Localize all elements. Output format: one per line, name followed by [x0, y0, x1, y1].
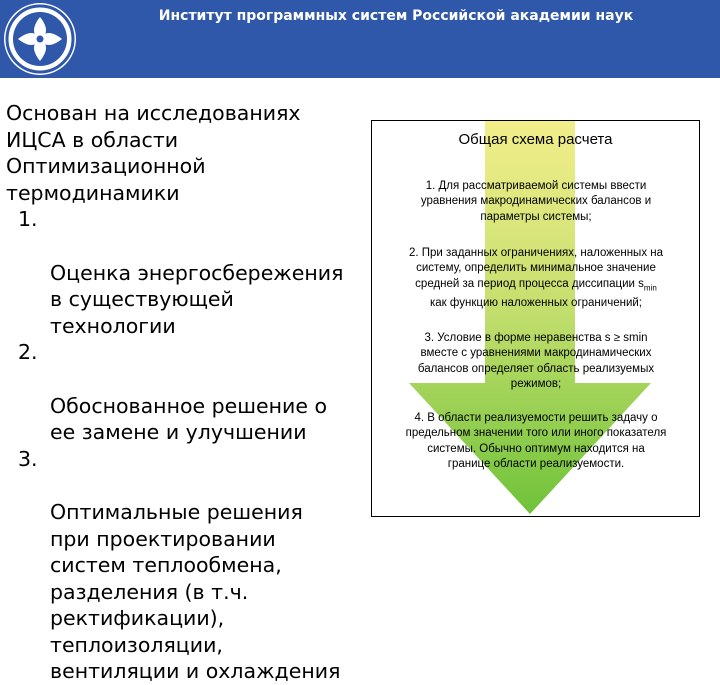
list-item-number: 1. — [18, 207, 38, 232]
applications-list — [6, 206, 351, 685]
step-4-text: 4. В области реализуемости решить задачу о предельном значении того или иного показателя системы. Обычно оптимум находится на границе области реализуемости. — [405, 412, 667, 471]
list-item-text: Оценка энергосбережения в существующей технологии — [50, 260, 344, 338]
list-item — [6, 339, 351, 445]
list-item-text: Обоснованное решение о ее замене и улучшении — [50, 393, 328, 445]
step-2-main: 2. При заданных ограничениях, наложенных на систему, определить минимальное значение средней за период процесса диссипации s — [408, 247, 664, 290]
list-item-number: 3. — [18, 446, 38, 471]
list-item — [6, 206, 351, 339]
institute-logo-icon — [4, 3, 76, 75]
step-1-text: 1. Для рассматриваемой системы ввести уравнения макродинамических балансов и параметры системы; — [420, 180, 652, 223]
left-text-block — [6, 100, 351, 685]
step-2-text — [376, 246, 696, 311]
step-2-tail: как функцию наложенных ограничений; — [430, 296, 642, 309]
header-title: Институт программных систем Российской академии наук — [158, 8, 634, 24]
header-bar — [0, 0, 720, 78]
intro-text: Основан на исследованиях ИЦСА в области Оптимизационной термодинамики — [6, 101, 301, 205]
list-item-number: 2. — [18, 340, 38, 365]
step-3-text: 3. Условие в форме неравенства s ≥ smin вместе с уравнениями макродинамических балансов определяет область реализуемых режимов; — [417, 332, 655, 391]
calculation-scheme-box — [371, 120, 700, 517]
list-item — [6, 446, 351, 685]
list-item-text: Оптимальные решения при проектировании систем теплообмена, разделения (в т.ч. ректификации), теплоизоляции, вентиляции и охлаждения — [50, 499, 341, 684]
scheme-title: Общая схема расчета — [458, 131, 613, 148]
step-2-subscript: min — [643, 283, 657, 293]
